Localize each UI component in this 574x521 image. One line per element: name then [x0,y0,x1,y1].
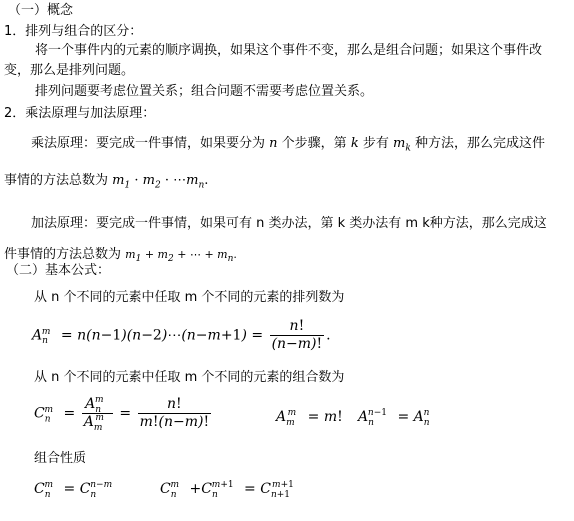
text: 事情的方法总数为 [4,173,109,188]
variable-m: $m_k$ [393,136,411,154]
text: 件事情的方法总数为 [4,247,122,262]
paragraph-line: 排列问题要考虑位置关系；组合问题不需要考虑位置关系。 [35,84,374,99]
variable-n: n [269,136,278,151]
paragraph-line: 变，那么是排列问题。 [4,63,135,78]
multiplication-principle-line1 [31,136,545,152]
text: 步有 [362,136,389,151]
text: 乘法原理：要完成一件事情，如果要分为 [31,136,266,151]
heading-multiplication-addition: 2．乘法原理与加法原理： [4,106,156,121]
permutation-identity: $A_n^{n-1} = A_n^n$ [358,408,430,428]
multiplication-principle-line2 [4,173,208,189]
text: 种方法，那么完成这件 [414,136,545,151]
combination-symmetry-formula: $C_n^m = C_n^{n-m}$ [34,480,113,500]
pascal-rule-formula: $C_n^m +C_n^{m+1} = C_{n+1}^{m+1}$ [160,480,294,500]
full-permutation-formula: $A_m^m = m$! [276,408,343,428]
product-formula: $m_1 \cdot m_2$ · $\cdots m_n$. [112,173,209,191]
sum-formula: $m_1 + m_2$ + ⋯ + $m_n$. [125,248,237,265]
paragraph-line: 将一个事件内的元素的顺序调换，如果这个事件不变，那么是组合问题；如果这个事件改 [35,43,543,58]
permutation-formula: $A_n^m$ = n(n−1)(n−2)⋯(n−m+1) = $\frac{n!}{(n-m)!}$ . [32,318,331,352]
text: 个步骤，第 [281,136,347,151]
combination-description: 从 n 个不同的元素中任取 m 个不同的元素的组合数为 [34,370,345,385]
variable-k: k [350,136,359,151]
combination-formula: $C_n^m$ = $\frac{A_n^m}{A_m^m}$ = $\frac{n!}{m!(n-m)!}$ [34,395,210,433]
heading-permutation-vs-combination: 1．排列与组合的区分： [4,24,143,39]
section-title-formulas: （二）基本公式： [6,263,111,278]
addition-principle-line1: 加法原理：要完成一件事情，如果可有 n 类办法，第 k 类办法有 m k种方法，那么完成这 [31,216,547,231]
section-title-concepts: （一）概念 [8,3,74,18]
addition-principle-line2 [4,247,237,263]
combination-properties-label: 组合性质 [34,451,87,466]
permutation-description: 从 n 个不同的元素中任取 m 个不同的元素的排列数为 [34,290,345,305]
